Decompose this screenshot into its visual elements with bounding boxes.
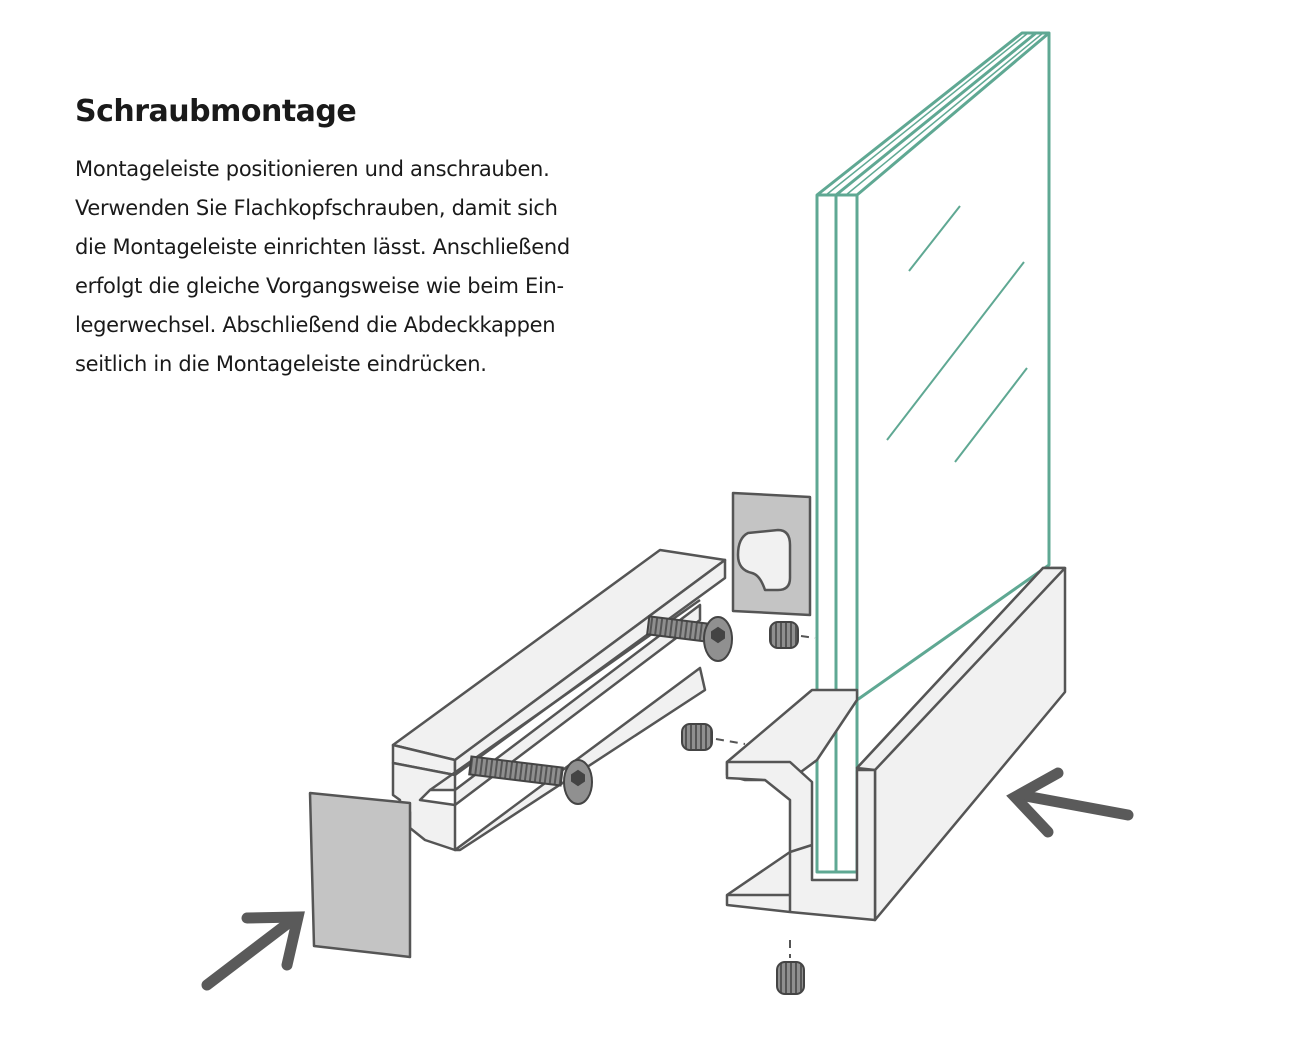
page-title: Schraubmontage	[75, 94, 357, 129]
instruction-line-3: die Montageleiste einrichten lässt. Anschließend	[75, 235, 570, 259]
end-cap-plate	[310, 793, 410, 957]
grub-screw-bottom	[777, 962, 804, 994]
instruction-line-1: Montageleiste positionieren und anschrauben.	[75, 157, 550, 181]
instruction-line-6: seitlich in die Montageleiste eindrücken.	[75, 352, 487, 376]
arrow-bottom-left-icon	[207, 917, 298, 985]
instruction-line-2: Verwenden Sie Flachkopfschrauben, damit sich	[75, 196, 558, 220]
top-cover-plate	[733, 493, 810, 615]
instruction-line-4: erfolgt die gleiche Vorgangsweise wie beim Ein-	[75, 274, 564, 298]
instruction-line-5: legerwechsel. Abschließend die Abdeckkappen	[75, 313, 556, 337]
grub-screw-left	[682, 724, 712, 750]
arrow-right-icon	[1015, 773, 1128, 832]
grub-screw-right	[770, 622, 798, 648]
mounting-strip	[393, 550, 725, 850]
